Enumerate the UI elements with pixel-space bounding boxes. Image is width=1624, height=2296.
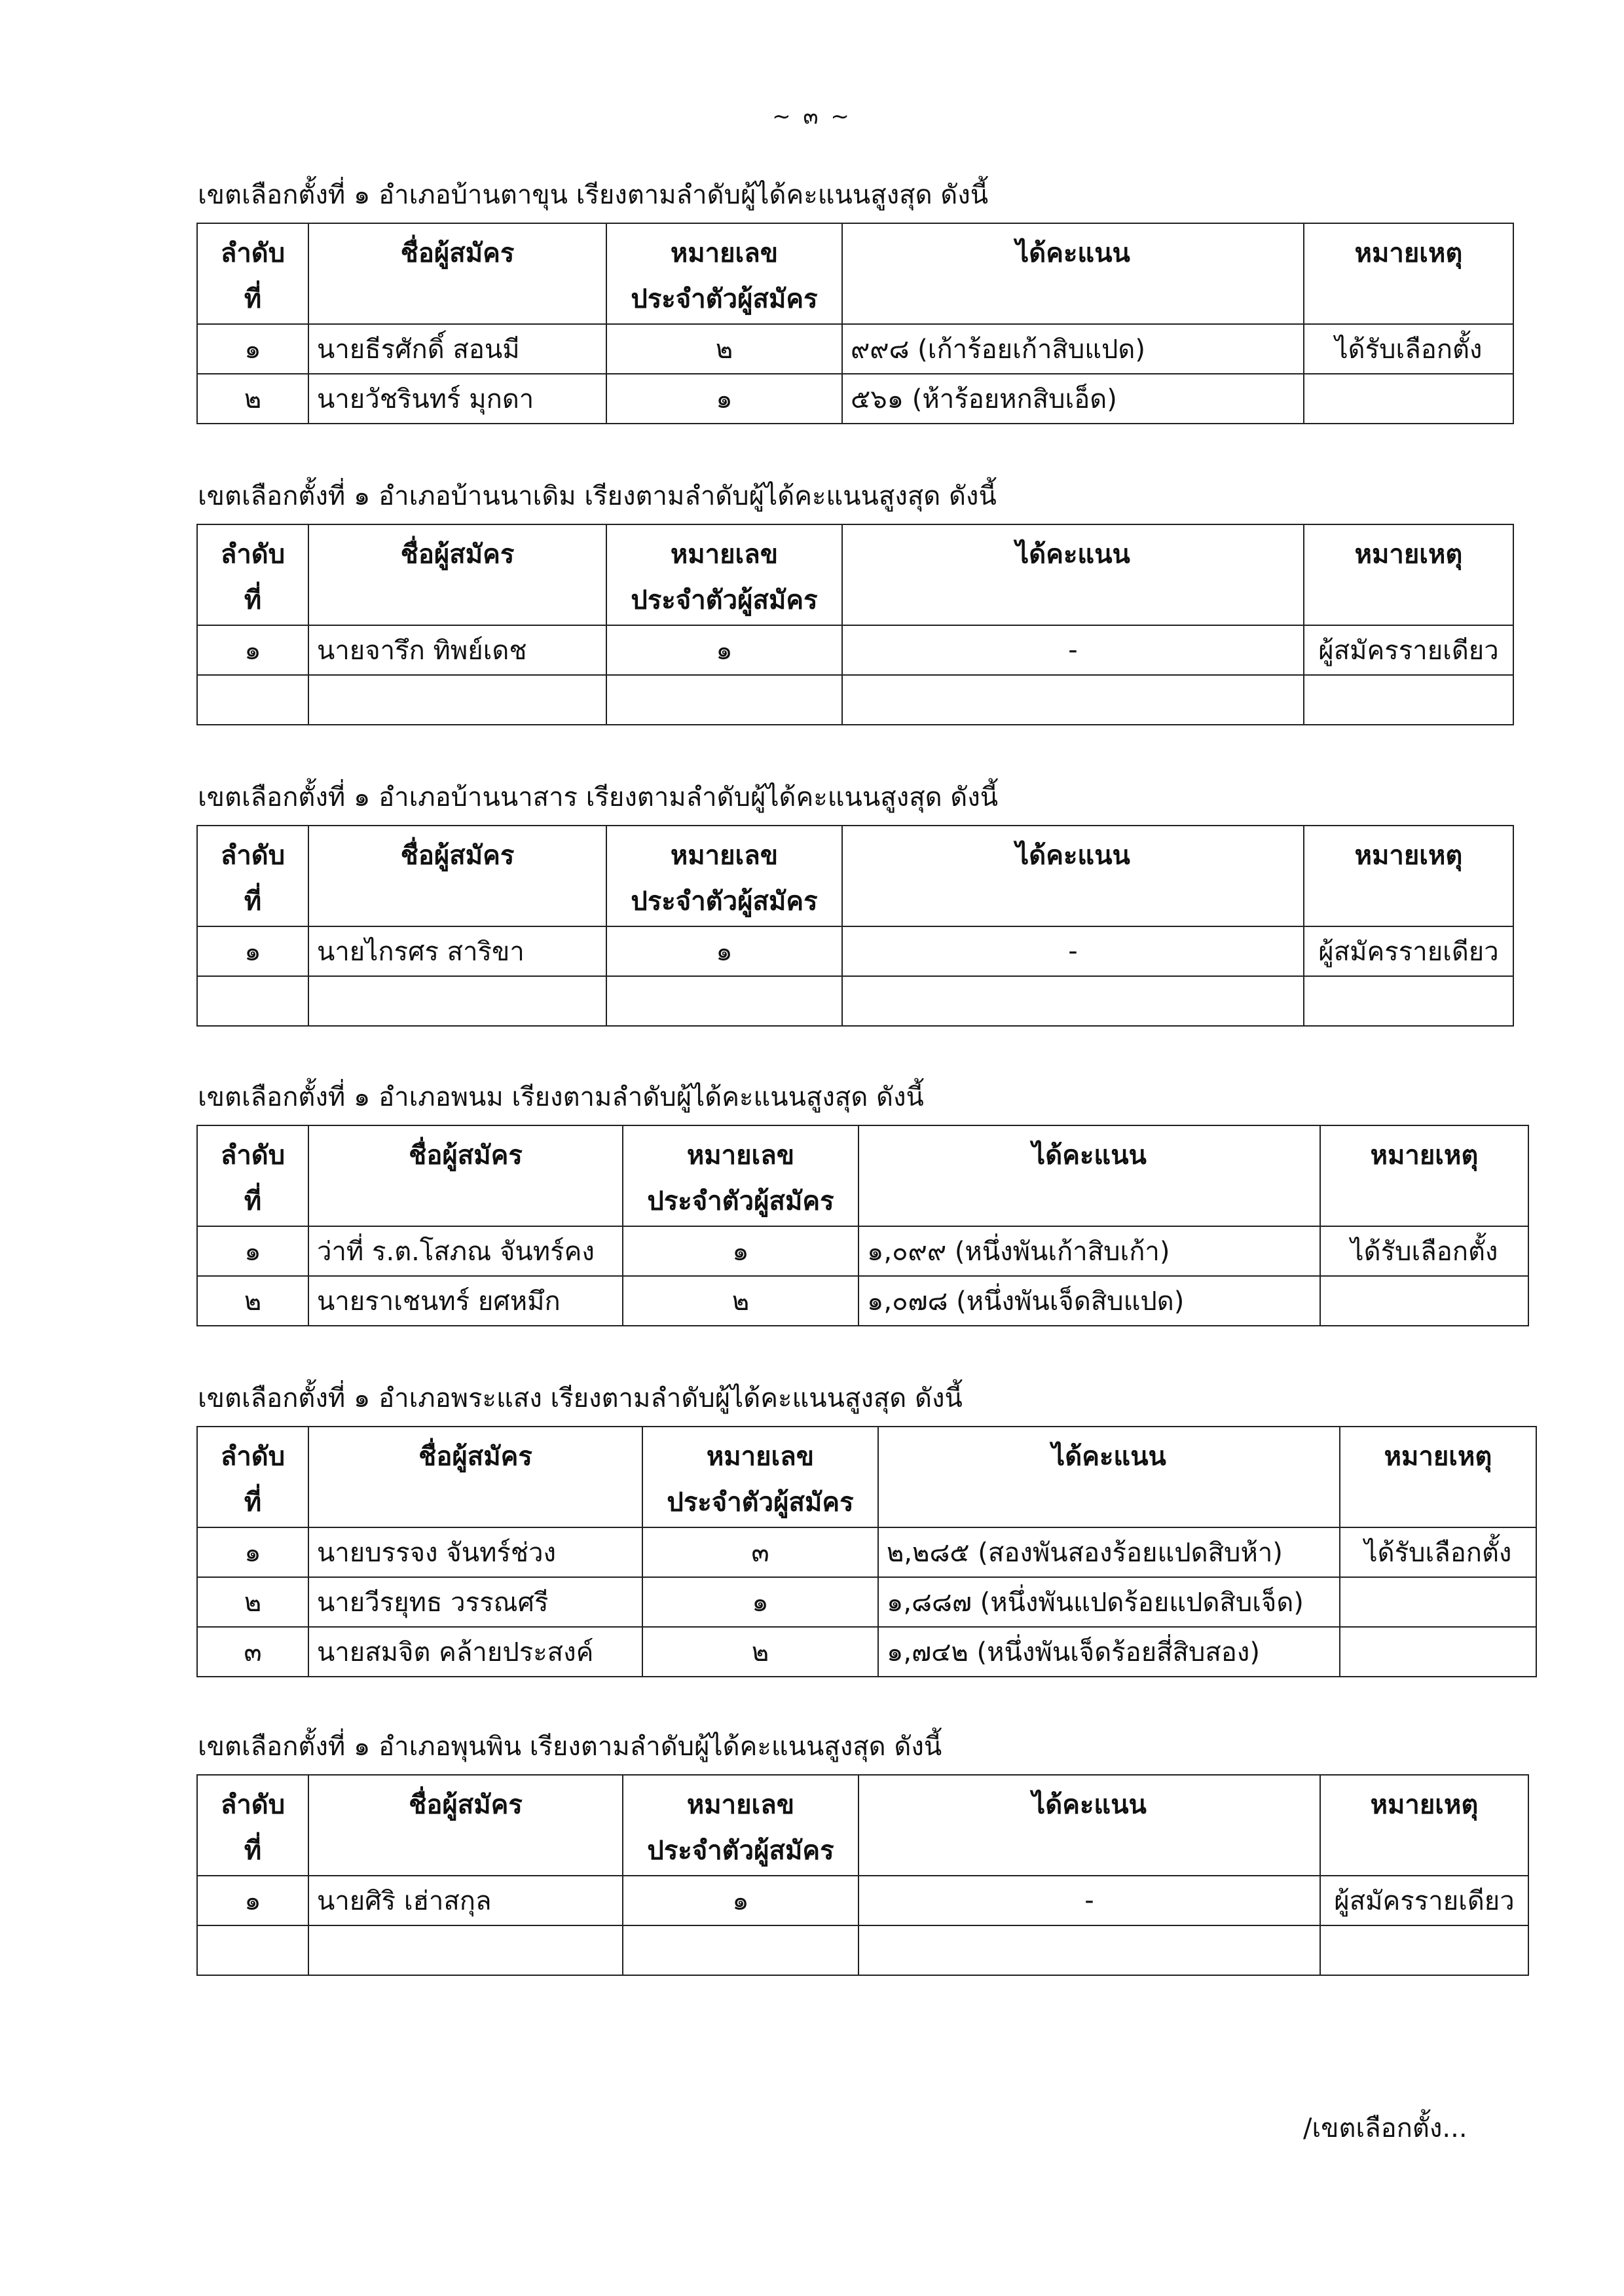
header-number-text: หมายเลข xyxy=(670,238,779,268)
table-row xyxy=(197,1527,1536,1577)
header-name xyxy=(308,826,606,926)
district-section xyxy=(196,1079,1529,1326)
header-order-text: ลำดับ xyxy=(220,1442,286,1472)
cell-score: ๑,๐๗๘ (หนึ่งพันเจ็ดสิบแปด) xyxy=(858,1276,1320,1326)
header-remark-text: หมายเหตุ xyxy=(1384,1442,1492,1472)
header-remark-text: หมายเหตุ xyxy=(1370,1140,1479,1171)
header-name-text: ชื่อผู้สมัคร xyxy=(400,539,515,570)
cell-name: ว่าที่ ร.ต.โสภณ จันทร์คง xyxy=(308,1226,623,1276)
cell-remark xyxy=(1320,1276,1528,1326)
header-name-text: ชื่อผู้สมัคร xyxy=(418,1442,532,1472)
header-remark-text: หมายเหตุ xyxy=(1354,841,1463,871)
header-score xyxy=(858,1775,1320,1876)
cell-order: ๑ xyxy=(197,1226,308,1276)
cell-number: ๑ xyxy=(623,1226,858,1276)
header-number xyxy=(623,1125,858,1226)
header-name-text: ชื่อผู้สมัคร xyxy=(400,238,515,268)
table-header-row xyxy=(197,223,1513,324)
cell-number: ๒ xyxy=(642,1627,878,1677)
cell-number: ๒ xyxy=(606,324,842,374)
cell-score: ๕๖๑ (ห้าร้อยหกสิบเอ็ด) xyxy=(842,374,1304,424)
section-heading: เขตเลือกตั้งที่ ๑ อำเภอพนม เรียงตามลำดับผู้ได้คะแนนสูงสุด ดังนี้ xyxy=(198,1082,924,1112)
results-table xyxy=(196,223,1514,424)
header-order-text: ที่ xyxy=(244,585,262,615)
results-table xyxy=(196,1774,1529,1976)
cell-remark: ผู้สมัครรายเดียว xyxy=(1304,926,1513,976)
cell-name xyxy=(308,1925,623,1975)
cell-score: ๒,๒๘๕ (สองพันสองร้อยแปดสิบห้า) xyxy=(878,1527,1340,1577)
cell-number xyxy=(606,675,842,725)
cell-score xyxy=(858,1925,1320,1975)
header-score xyxy=(878,1427,1340,1527)
header-number xyxy=(606,223,842,324)
header-name xyxy=(308,1775,623,1876)
cell-number xyxy=(606,976,842,1026)
header-name xyxy=(308,524,606,625)
header-order-text: ที่ xyxy=(244,886,262,917)
header-score-text: ได้คะแนน xyxy=(1052,1442,1166,1472)
continuation-note: /เขตเลือกตั้ง... xyxy=(1303,2113,1467,2143)
header-score-text: ได้คะแนน xyxy=(1032,1140,1147,1171)
header-number-text: หมายเลข xyxy=(670,539,779,570)
header-remark-text: หมายเหตุ xyxy=(1354,238,1463,268)
header-order-text: ที่ xyxy=(244,284,262,314)
cell-order: ๒ xyxy=(197,374,308,424)
cell-name: นายธีรศักดิ์ สอนมี xyxy=(308,324,606,374)
header-score xyxy=(842,223,1304,324)
cell-name: นายวีรยุทธ วรรณศรี xyxy=(308,1577,642,1627)
section-heading: เขตเลือกตั้งที่ ๑ อำเภอบ้านนาสาร เรียงตามลำดับผู้ได้คะแนนสูงสุด ดังนี้ xyxy=(198,782,999,812)
table-header-row xyxy=(197,1427,1536,1527)
section-heading: เขตเลือกตั้งที่ ๑ อำเภอพุนพิน เรียงตามลำดับผู้ได้คะแนนสูงสุด ดังนี้ xyxy=(198,1732,942,1762)
cell-number xyxy=(623,1925,858,1975)
header-order-text: ที่ xyxy=(244,1836,262,1866)
cell-order: ๑ xyxy=(197,1876,308,1925)
cell-remark: ได้รับเลือกตั้ง xyxy=(1304,324,1513,374)
header-score xyxy=(842,826,1304,926)
cell-order: ๒ xyxy=(197,1276,308,1326)
header-order-text: ที่ xyxy=(244,1186,262,1216)
cell-score: ๑,๘๘๗ (หนึ่งพันแปดร้อยแปดสิบเจ็ด) xyxy=(878,1577,1340,1627)
header-name xyxy=(308,223,606,324)
cell-score: - xyxy=(858,1876,1320,1925)
section-heading: เขตเลือกตั้งที่ ๑ อำเภอบ้านนาเดิม เรียงตามลำดับผู้ได้คะแนนสูงสุด ดังนี้ xyxy=(198,481,997,511)
cell-order: ๑ xyxy=(197,1527,308,1577)
table-row xyxy=(197,625,1513,675)
header-number-text: ประจำตัวผู้สมัคร xyxy=(647,1836,834,1866)
header-number-text: ประจำตัวผู้สมัคร xyxy=(631,284,818,314)
cell-name: นายราเชนทร์ ยศหมึก xyxy=(308,1276,623,1326)
cell-name xyxy=(308,976,606,1026)
page-number: ~ ๓ ~ xyxy=(772,103,852,130)
table-row xyxy=(197,675,1513,725)
district-section xyxy=(196,1380,1537,1677)
header-number-text: ประจำตัวผู้สมัคร xyxy=(647,1186,834,1216)
table-header-row xyxy=(197,524,1513,625)
header-number-text: หมายเลข xyxy=(686,1790,795,1820)
table-row xyxy=(197,1876,1528,1925)
cell-name: นายจารึก ทิพย์เดช xyxy=(308,625,606,675)
district-section xyxy=(196,779,1514,1027)
header-score-text: ได้คะแนน xyxy=(1016,841,1130,871)
results-table xyxy=(196,1125,1529,1326)
table-row xyxy=(197,374,1513,424)
section-heading: เขตเลือกตั้งที่ ๑ อำเภอพระแสง เรียงตามลำดับผู้ได้คะแนนสูงสุด ดังนี้ xyxy=(198,1383,963,1413)
cell-name: นายศิริ เฮ่าสกุล xyxy=(308,1876,623,1925)
results-table xyxy=(196,1426,1537,1677)
header-score-text: ได้คะแนน xyxy=(1016,539,1130,570)
header-number xyxy=(623,1775,858,1876)
header-number xyxy=(606,524,842,625)
cell-score xyxy=(842,976,1304,1026)
header-number-text: หมายเลข xyxy=(670,841,779,871)
header-name-text: ชื่อผู้สมัคร xyxy=(400,841,515,871)
cell-remark: ได้รับเลือกตั้ง xyxy=(1320,1226,1528,1276)
district-section xyxy=(196,177,1514,424)
section-heading: เขตเลือกตั้งที่ ๑ อำเภอบ้านตาขุน เรียงตามลำดับผู้ได้คะแนนสูงสุด ดังนี้ xyxy=(198,180,989,210)
table-row xyxy=(197,324,1513,374)
table-row xyxy=(197,1627,1536,1677)
cell-name: นายสมจิต คล้ายประสงค์ xyxy=(308,1627,642,1677)
cell-score: ๑,๐๙๙ (หนึ่งพันเก้าสิบเก้า) xyxy=(858,1226,1320,1276)
table-row xyxy=(197,976,1513,1026)
table-row xyxy=(197,1276,1528,1326)
header-remark xyxy=(1320,1775,1528,1876)
results-table xyxy=(196,825,1514,1027)
cell-remark xyxy=(1304,374,1513,424)
header-number-text: ประจำตัวผู้สมัคร xyxy=(667,1487,854,1518)
cell-number: ๑ xyxy=(606,374,842,424)
header-remark xyxy=(1304,826,1513,926)
header-order xyxy=(197,826,308,926)
cell-order: ๑ xyxy=(197,324,308,374)
table-header-row xyxy=(197,1775,1528,1876)
header-number xyxy=(642,1427,878,1527)
cell-order: ๒ xyxy=(197,1577,308,1627)
header-order-text: ลำดับ xyxy=(220,539,286,570)
district-section xyxy=(196,478,1514,725)
header-number-text: ประจำตัวผู้สมัคร xyxy=(631,886,818,917)
header-order-text: ลำดับ xyxy=(220,841,286,871)
header-order xyxy=(197,1775,308,1876)
cell-order: ๑ xyxy=(197,625,308,675)
table-header-row xyxy=(197,1125,1528,1226)
cell-score: - xyxy=(842,625,1304,675)
cell-number: ๑ xyxy=(606,926,842,976)
header-name-text: ชื่อผู้สมัคร xyxy=(409,1140,523,1171)
cell-name: นายไกรศร สาริขา xyxy=(308,926,606,976)
header-remark xyxy=(1320,1125,1528,1226)
table-row xyxy=(197,1577,1536,1627)
cell-order xyxy=(197,976,308,1026)
header-score xyxy=(858,1125,1320,1226)
header-number-text: หมายเลข xyxy=(706,1442,815,1472)
header-order-text: ที่ xyxy=(244,1487,262,1518)
cell-order: ๑ xyxy=(197,926,308,976)
cell-remark xyxy=(1304,675,1513,725)
cell-order xyxy=(197,675,308,725)
header-remark xyxy=(1304,524,1513,625)
cell-remark xyxy=(1320,1925,1528,1975)
header-order-text: ลำดับ xyxy=(220,238,286,268)
table-row xyxy=(197,926,1513,976)
cell-name: นายวัชรินทร์ มุกดา xyxy=(308,374,606,424)
cell-score: - xyxy=(842,926,1304,976)
header-score-text: ได้คะแนน xyxy=(1016,238,1130,268)
header-name xyxy=(308,1125,623,1226)
header-number-text: ประจำตัวผู้สมัคร xyxy=(631,585,818,615)
header-name xyxy=(308,1427,642,1527)
cell-order xyxy=(197,1925,308,1975)
header-name-text: ชื่อผู้สมัคร xyxy=(409,1790,523,1820)
cell-number: ๑ xyxy=(623,1876,858,1925)
header-order xyxy=(197,223,308,324)
cell-score: ๙๙๘ (เก้าร้อยเก้าสิบแปด) xyxy=(842,324,1304,374)
header-remark xyxy=(1304,223,1513,324)
cell-score xyxy=(842,675,1304,725)
cell-remark xyxy=(1340,1627,1536,1677)
cell-number: ๒ xyxy=(623,1276,858,1326)
cell-number: ๑ xyxy=(606,625,842,675)
cell-remark: ผู้สมัครรายเดียว xyxy=(1304,625,1513,675)
table-header-row xyxy=(197,826,1513,926)
header-score-text: ได้คะแนน xyxy=(1032,1790,1147,1820)
header-remark-text: หมายเหตุ xyxy=(1370,1790,1479,1820)
header-remark xyxy=(1340,1427,1536,1527)
table-row xyxy=(197,1226,1528,1276)
header-remark-text: หมายเหตุ xyxy=(1354,539,1463,570)
header-order-text: ลำดับ xyxy=(220,1140,286,1171)
cell-name: นายบรรจง จันทร์ช่วง xyxy=(308,1527,642,1577)
cell-remark: ได้รับเลือกตั้ง xyxy=(1340,1527,1536,1577)
header-order xyxy=(197,1125,308,1226)
cell-remark xyxy=(1304,976,1513,1026)
cell-order: ๓ xyxy=(197,1627,308,1677)
cell-score: ๑,๗๔๒ (หนึ่งพันเจ็ดร้อยสี่สิบสอง) xyxy=(878,1627,1340,1677)
district-section xyxy=(196,1728,1529,1976)
table-row xyxy=(197,1925,1528,1975)
header-number-text: หมายเลข xyxy=(686,1140,795,1171)
cell-remark xyxy=(1340,1577,1536,1627)
cell-number: ๑ xyxy=(642,1577,878,1627)
header-order-text: ลำดับ xyxy=(220,1790,286,1820)
cell-remark: ผู้สมัครรายเดียว xyxy=(1320,1876,1528,1925)
header-score xyxy=(842,524,1304,625)
header-order xyxy=(197,1427,308,1527)
results-table xyxy=(196,524,1514,725)
cell-name xyxy=(308,675,606,725)
header-number xyxy=(606,826,842,926)
cell-number: ๓ xyxy=(642,1527,878,1577)
header-order xyxy=(197,524,308,625)
